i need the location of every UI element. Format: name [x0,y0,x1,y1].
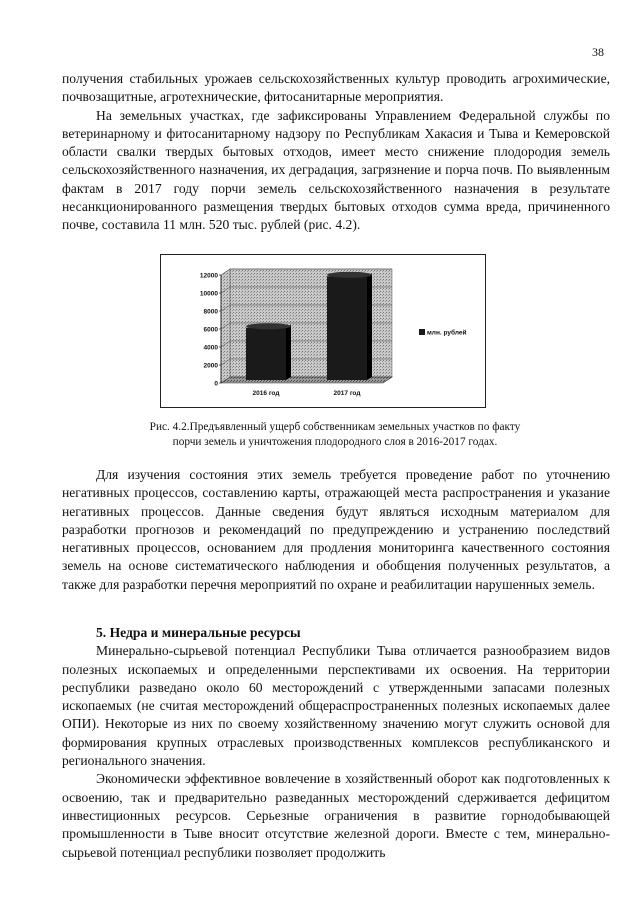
y-tick-label: 2000 [203,362,218,370]
caption-line: порчи земель и уничтожения плодородного слоя в 2016-2017 годах. [172,435,498,448]
bar [246,328,286,380]
chart-legend [419,329,466,337]
y-tick-label: 6000 [203,326,218,334]
bar-side [367,273,372,380]
bar-top [246,323,291,329]
paragraph: Экономически эффективное вовлечение в хозяйственный оборот как подготовленных к освоению, так и предварительно разведанных месторождений сдерживается дефицитом инвестиционных ресурсов. Серьезные ограничения в развитие горнодобывающей промышленности в Тыве вносит отсутствие железной дороги. Вместе с тем, минерально-сырьевой потенциал республики позволяет продолжить [62,771,610,860]
text-block-top [62,70,610,235]
text-block-bottom [62,624,610,862]
x-tick-label: 2016 год [252,390,280,397]
section-heading: 5. Недра и минеральные ресурсы [96,625,301,640]
y-tick-label: 12000 [199,272,218,280]
caption-line: Рис. 4.2.Предъявленный ущерб собственникам земельных участков по факту [149,421,521,433]
plot-area [200,269,392,397]
bar [327,276,367,380]
y-tick-label: 10000 [199,290,218,298]
paragraph: Для изучения состояния этих земель требуется проведение работ по уточнению негативных процессов, составлению карты, отражающей места распространения и указание негативных процессов. Данные сведения будут являться исходным материалом для разработки прогнозов и рекомендаций по предупреждению и устранению последствий негативных процессов, основанием для продления мониторинга качественного состояния земель на основе систематического наблюдения и обобщения полученных результатов, а также для разработки перечня мероприятий по охране и реабилитации нарушенных земель. [62,467,610,592]
legend-label: млн. рублей [427,329,467,337]
legend-swatch [419,329,425,335]
y-tick-label: 4000 [203,344,218,352]
paragraph: получения стабильных урожаев сельскохозяйственных культур проводить агрохимические, почвозащитные, агротехнические, фитосанитарные мероприятия. [62,71,610,105]
y-tick-label: 0 [214,380,218,388]
chart-canvas [161,255,485,407]
bar-side [286,325,291,380]
y-tick-label: 8000 [203,308,218,316]
figure-caption [80,420,590,449]
paragraph: На земельных участках, где зафиксированы Управлением Федеральной службы по ветеринарному и фитосанитарному надзору по Республикам Хакасия и Тыва и Кемеровской области свалки твердых бытовых отходов, имеет место снижение плодородия земель сельскохозяйственного назначения, их деградация, загрязнение и порча почв. По выявленным фактам в 2017 году порчи земель сельскохозяйственного назначения в результате несанкционированного размещения твердых бытовых отходов сумма вреда, причиненного почве, составила 11 млн. 520 тыс. рублей (рис. 4.2). [62,107,610,233]
bar-top [327,272,372,278]
paragraph: Минерально-сырьевой потенциал Республики Тыва отличается разнообразием видов полезных ископаемых и определенными перспективами их освоения. На территории республики разведано около 60 месторождений с утвержденными запасами полезных ископаемых (не считая месторождений общераспространенных полезных ископаемых далее ОПИ). Некоторые из них по своему хозяйственному значению могут служить основой для формирования крупных отраслевых производственных комплексов республиканского и регионального значения. [62,643,610,769]
x-tick-label: 2017 год [333,390,361,397]
text-block-middle [62,466,610,594]
damage-chart [160,254,486,408]
page-number: 38 [592,45,604,59]
